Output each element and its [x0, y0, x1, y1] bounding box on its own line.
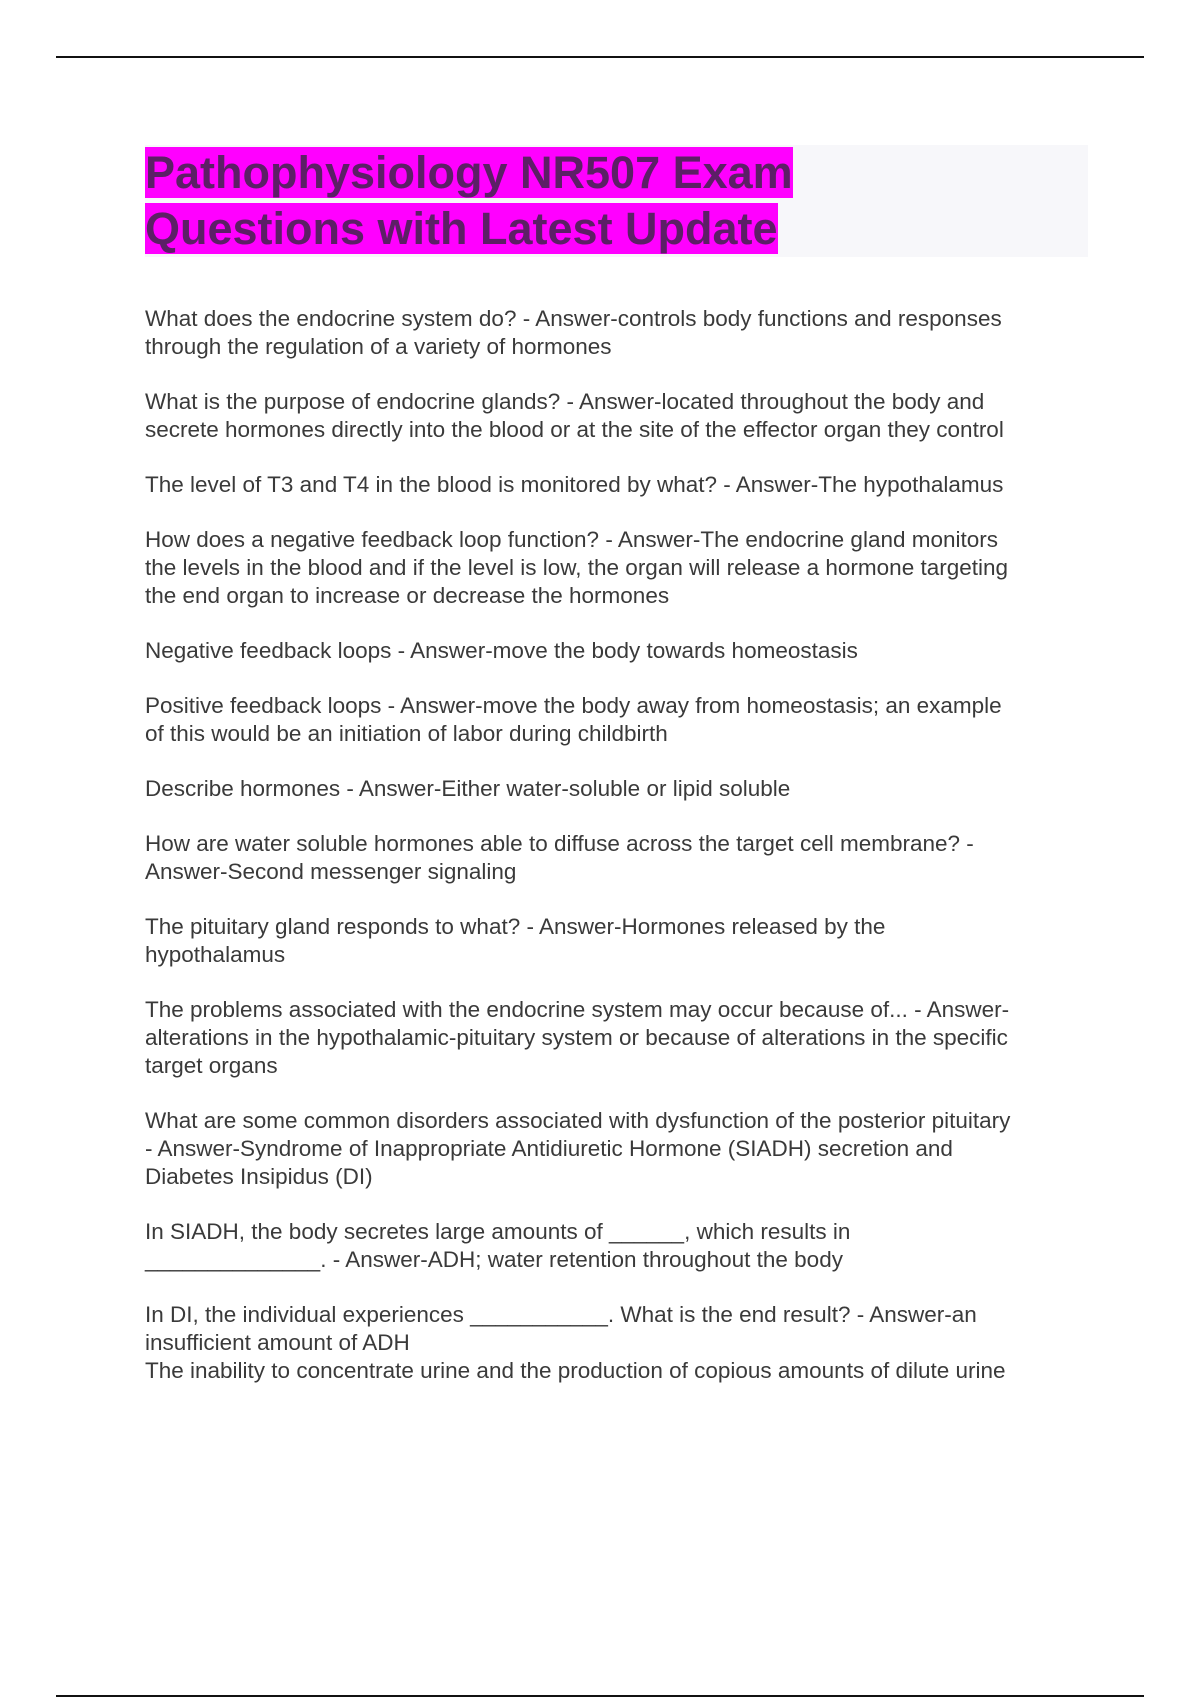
qa-item: The pituitary gland responds to what? - Answer-Hormones released by the hypothalamus	[145, 914, 886, 967]
top-rule	[56, 56, 1144, 58]
qa-item: Describe hormones - Answer-Either water-soluble or lipid soluble	[145, 776, 791, 801]
page-title	[145, 145, 1088, 257]
qa-item: The problems associated with the endocrine system may occur because of... - Answer- alterations in the hypothalamic-pituitary system or because of alterations in the specific target organs	[145, 997, 1010, 1078]
qa-item: In DI, the individual experiences ___________. What is the end result? - Answer-an insufficient amount of ADH The inability to concentrate urine and the production of copious amounts of dilute urine	[145, 1302, 1006, 1383]
qa-item: Positive feedback loops - Answer-move the body away from homeostasis; an example of this would be an initiation of labor during childbirth	[145, 693, 1002, 746]
bottom-rule	[56, 1695, 1144, 1697]
qa-item: How are water soluble hormones able to diffuse across the target cell membrane? - Answer-Second messenger signaling	[145, 831, 974, 884]
title-line-1: Pathophysiology NR507 Exam	[145, 147, 793, 198]
qa-item: What are some common disorders associated with dysfunction of the posterior pituitary - Answer-Syndrome of Inappropriate Antidiuretic Hormone (SIADH) secretion and Diabetes Insipidus (DI)	[145, 1108, 1011, 1189]
qa-list	[145, 305, 1085, 1412]
qa-item: What is the purpose of endocrine glands? - Answer-located throughout the body and secrete hormones directly into the blood or at the site of the effector organ they control	[145, 389, 1004, 442]
title-block	[145, 145, 1088, 257]
title-line-2: Questions with Latest Update	[145, 203, 778, 254]
qa-item: The level of T3 and T4 in the blood is monitored by what? - Answer-The hypothalamus	[145, 472, 1004, 497]
qa-item: Negative feedback loops - Answer-move the body towards homeostasis	[145, 638, 858, 663]
qa-item: In SIADH, the body secretes large amounts of ______, which results in ______________. - Answer-ADH; water retention throughout the body	[145, 1219, 851, 1272]
qa-item: How does a negative feedback loop function? - Answer-The endocrine gland monitors the levels in the blood and if the level is low, the organ will release a hormone targeting the end organ to increase or decrease the hormones	[145, 527, 1009, 608]
qa-item: What does the endocrine system do? - Answer-controls body functions and responses through the regulation of a variety of hormones	[145, 306, 1002, 359]
